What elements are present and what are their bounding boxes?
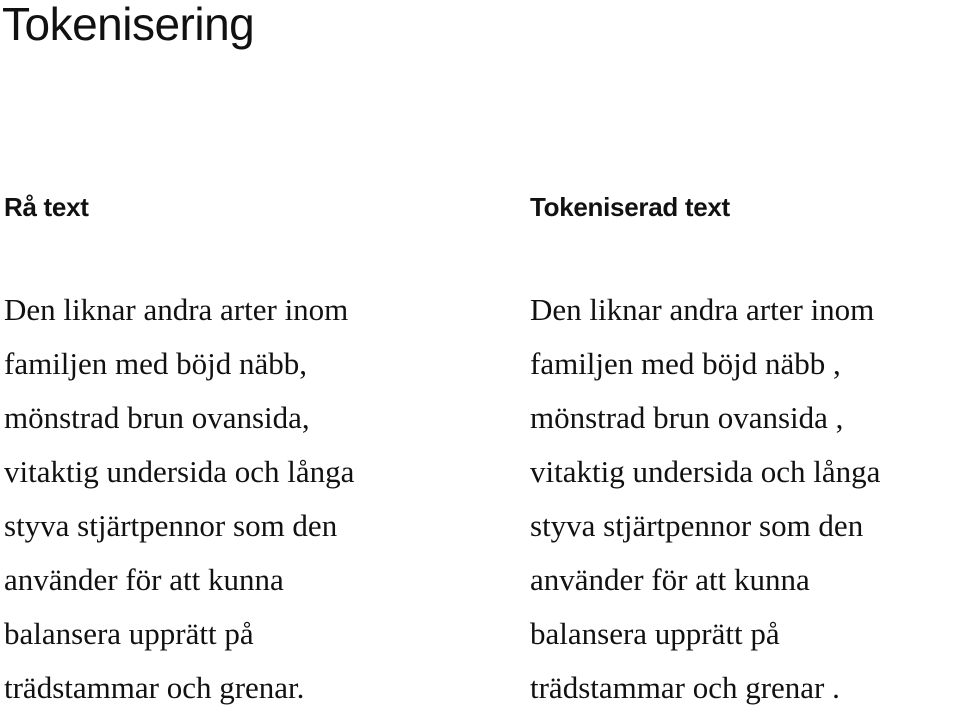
raw-text-line: familjen med böjd näbb, [4,346,308,381]
raw-text-line: styva stjärtpennor som den [4,508,338,543]
raw-text-line: balansera upprätt på [4,616,254,651]
tokenized-text-heading: Tokeniserad text [530,192,730,222]
page-title: Tokenisering [2,0,255,50]
tokenized-text-line: använder för att kunna [530,562,810,597]
raw-text-line: använder för att kunna [4,562,284,597]
tokenized-text-line: familjen med böjd näbb , [530,346,841,381]
tokenized-text-line: styva stjärtpennor som den [530,508,864,543]
raw-text-heading: Rå text [4,192,89,222]
raw-text-line: mönstrad brun ovansida, [4,400,310,435]
tokenized-text-line: vitaktig undersida och långa [530,454,881,489]
tokenized-text-line: balansera upprätt på [530,616,780,651]
tokenized-text-line: mönstrad brun ovansida , [530,400,844,435]
raw-text-line: Den liknar andra arter inom [4,292,349,327]
raw-text-line: trädstammar och grenar. [4,670,305,705]
tokenized-text-lines [530,283,880,715]
tokenized-text-line: trädstammar och grenar . [530,670,840,705]
raw-text-line: vitaktig undersida och långa [4,454,355,489]
raw-text-column [4,190,464,705]
tokenized-text-column [530,190,958,705]
tokenized-text-line: Den liknar andra arter inom [530,292,875,327]
raw-text-lines [4,283,354,715]
